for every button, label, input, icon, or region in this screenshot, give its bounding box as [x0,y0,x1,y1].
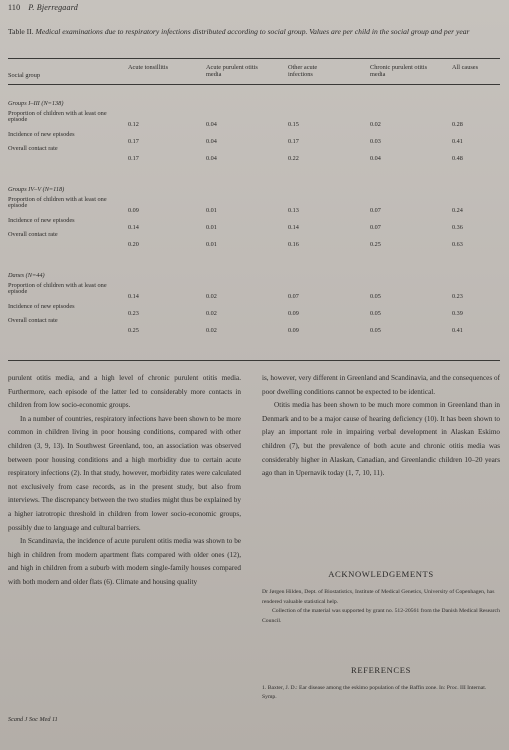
table-cell: 0.04 [206,155,217,162]
table-cell: 0.15 [288,121,299,128]
table-row-label: Overall contact rate [8,317,58,324]
table-header-rule [8,84,500,85]
table-row-label: Proportion of children with at least one episode [8,196,107,210]
table-cell: 0.09 [288,327,299,334]
table-title [8,26,498,37]
table-cell: 0.22 [288,155,299,162]
header-other-acute: Other acute infections [288,64,318,78]
table-cell: 0.17 [128,138,139,145]
right-paragraph: is, however, very different in Greenland and Scandinavia, and the consequences of poor dwelling conditions cannot be expected to be identical. [262,374,500,396]
table-cell: 0.39 [452,310,463,317]
table-bottom-rule [8,360,500,361]
table-cell: 0.41 [452,138,463,145]
table-cell: 0.04 [206,121,217,128]
table-cell: 0.12 [128,121,139,128]
table-group-heading: Groups I–III (N=138) [8,100,64,107]
page-number: 110 [8,3,21,12]
table-cell: 0.28 [452,121,463,128]
table-cell: 0.14 [128,293,139,300]
table-row-label: Incidence of new episodes [8,131,75,138]
table-cell: 0.24 [452,207,463,214]
running-head-author: P. Bjerregaard [28,3,78,12]
acknowledgements-body [262,588,500,626]
table-cell: 0.20 [128,241,139,248]
table-cell: 0.05 [370,310,381,317]
header-chronic-purulent: Chronic purulent otitis media [370,64,428,78]
table-cell: 0.41 [452,327,463,334]
table-row-label: Proportion of children with at least one episode [8,110,107,124]
table-cell: 0.05 [370,327,381,334]
table-cell: 0.01 [206,207,217,214]
right-text-column [262,372,500,481]
reference-item: 1. Baxter, J. D.: Ear disease among the eskimo population of the Baffin zone. In: Proc. III Internat. Symp. [262,685,487,701]
table-cell: 0.04 [370,155,381,162]
left-paragraph: In a number of countries, respiratory infections have been shown to be more common in children living in poor housing conditions, compared with other children (3, 9, 13). In Southwest Greenland, too, an association was observed between poor housing conditions and a high morbidity due to certain acute respiratory infections (2). In that study, however, morbidity rates were calculated not exclusively from case records, as in the present study, but also from interviews. The discrepancy between the two studies might thus be explained by a higher iatrotropic threshold in children from lower socio-economic groups, possibly due to language and cultural barriers. [8,414,241,532]
table-cell: 0.09 [128,207,139,214]
table-cell: 0.23 [128,310,139,317]
table-cell: 0.02 [370,121,381,128]
table-cell: 0.63 [452,241,463,248]
table-group-heading: Danes (N=44) [8,272,45,279]
table-row-label: Incidence of new episodes [8,303,75,310]
header-acute-tonsillitis: Acute tonsillitis [128,64,169,71]
table-row-label: Overall contact rate [8,231,58,238]
left-paragraph: purulent otitis media, and a high level of chronic purulent otitis media. Furthermore, each episode of the latter led to considerably more contacts in children from low socio-economic groups. [8,374,241,410]
table-row-label: Proportion of children with at least one episode [8,282,107,296]
table-cell: 0.09 [288,310,299,317]
table-cell: 0.23 [452,293,463,300]
journal-footer: Scand J Soc Med 11 [8,716,58,723]
header-social-group: Social group [8,72,41,79]
header-all-causes: All causes [452,64,479,71]
table-group-heading: Groups IV–V (N=118) [8,186,65,193]
right-paragraph: Otitis media has been shown to be much more common in Greenland than in Denmark and to be a major cause of hearing deficiency (10). It has been shown to play an important role in impairing verbal development in Alaskan Eskimo children (7), but the prevalence of both acute and chronic otitis media was considerably higher in Alaskan, Canadian, and Greenlandic children 10–20 years ago than in Upernavik today (1, 7, 10, 11). [262,401,500,478]
acknowledgement-paragraph: Dr Jørgen Hilden, Dept. of Biostatistics, Institute of Medical Genetics, University of Copenhagen, has rendered valuable statistical help. [262,589,495,605]
table-cell: 0.14 [128,224,139,231]
table-row-label: Incidence of new episodes [8,217,75,224]
table-cell: 0.17 [288,138,299,145]
table-cell: 0.14 [288,224,299,231]
header-acute-purulent: Acute purulent otitis media [206,64,258,78]
table-cell: 0.17 [128,155,139,162]
table-label: Table II. [8,27,34,36]
table-top-rule [8,58,500,59]
acknowledgements-heading: ACKNOWLEDGEMENTS [328,569,434,579]
table-cell: 0.25 [370,241,381,248]
table-cell: 0.13 [288,207,299,214]
table-cell: 0.02 [206,310,217,317]
table-cell: 0.03 [370,138,381,145]
table-cell: 0.36 [452,224,463,231]
table-cell: 0.04 [206,138,217,145]
table-cell: 0.02 [206,327,217,334]
table-caption: Medical examinations due to respiratory infections distributed according to social group. Values are per child in the social group and per year [35,27,470,36]
table-cell: 0.07 [288,293,299,300]
table-cell: 0.07 [370,224,381,231]
references-heading: REFERENCES [351,665,411,675]
running-head [8,3,78,12]
table-cell: 0.01 [206,241,217,248]
table-cell: 0.25 [128,327,139,334]
left-paragraph: In Scandinavia, the incidence of acute purulent otitis media was shown to be high in children from modern apartment flats compared with older ones (12), and high in children from a suburb with modern single-family houses compared with both modern and older flats (6). Climate and housing quality [8,537,241,586]
left-text-column [8,372,241,590]
table-cell: 0.02 [206,293,217,300]
table-cell: 0.05 [370,293,381,300]
table-cell: 0.01 [206,224,217,231]
table-cell: 0.48 [452,155,463,162]
table-cell: 0.07 [370,207,381,214]
acknowledgement-paragraph: Collection of the material was supported by grant no. 512-20561 from the Danish Medical Research Council. [262,608,500,624]
table-cell: 0.16 [288,241,299,248]
table-row-label: Overall contact rate [8,145,58,152]
